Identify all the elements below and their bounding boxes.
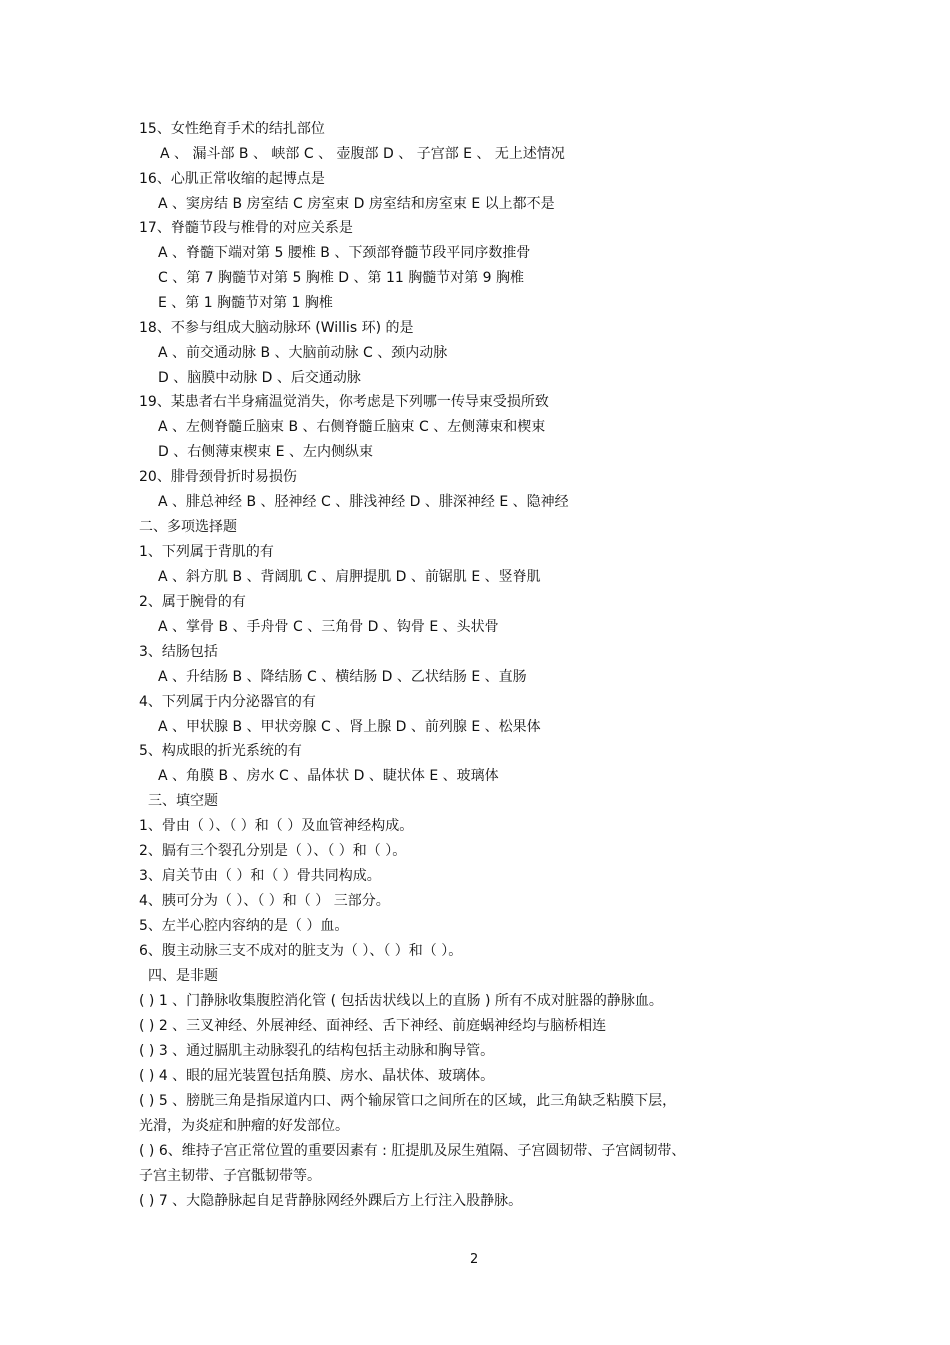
- text-line-q16-options: A 、窦房结 B 房室结 C 房室束 D 房室结和房室束 E 以上都不是: [158, 196, 555, 212]
- text-line-tf3: ( ) 3 、通过膈肌主动脉裂孔的结构包括主动脉和胸导管。: [139, 1043, 495, 1059]
- text-line-q20: 20、腓骨颈骨折时易损伤: [139, 469, 297, 485]
- text-line-q17: 17、脊髓节段与椎骨的对应关系是: [139, 220, 353, 236]
- text-line-q16: 16、心肌正常收缩的起博点是: [139, 171, 325, 187]
- text-line-tf6-cont: 子宫主韧带、子宫骶韧带等。: [139, 1168, 321, 1184]
- text-line-fill6: 6、腹主动脉三支不成对的脏支为（ ）、（ ）和（ ）。: [139, 943, 463, 959]
- text-line-mc1: 1、下列属于背肌的有: [139, 544, 274, 560]
- text-line-tf2: ( ) 2 、三叉神经、外展神经、面神经、舌下神经、前庭蜗神经均与脑桥相连: [139, 1018, 607, 1034]
- text-line-q20-options: A 、腓总神经 B 、胫神经 C 、腓浅神经 D 、腓深神经 E 、隐神经: [158, 494, 569, 510]
- text-line-q17-options-a: A 、脊髓下端对第 5 腰椎 B 、下颈部脊髓节段平同序数推骨: [158, 245, 531, 261]
- section-heading-true-false: 四、是非题: [148, 968, 218, 984]
- section-heading-multiple-choice: 二、多项选择题: [139, 519, 237, 535]
- text-line-mc3-options: A 、升结肠 B 、降结肠 C 、横结肠 D 、乙状结肠 E 、直肠: [158, 669, 527, 685]
- text-line-q15: 15、女性绝育手术的结扎部位: [139, 121, 325, 137]
- text-line-tf5-cont: 光滑，为炎症和肿瘤的好发部位。: [139, 1118, 349, 1134]
- text-line-fill5: 5、左半心腔内容纳的是（ ）血。: [139, 918, 349, 934]
- text-line-q19-options-a: A 、左侧脊髓丘脑束 B 、右侧脊髓丘脑束 C 、左侧薄束和楔束: [158, 419, 546, 435]
- text-line-tf5: ( ) 5 、膀胱三角是指尿道内口、两个输尿管口之间所在的区域，此三角缺乏粘膜下层，: [139, 1093, 677, 1109]
- section-heading-fill-in: 三、填空题: [148, 793, 218, 809]
- text-line-mc1-options: A 、斜方肌 B 、背阔肌 C 、肩胛提肌 D 、前锯肌 E 、竖脊肌: [158, 569, 541, 585]
- text-line-tf7: ( ) 7 、大隐静脉起自足背静脉网经外踝后方上行注入股静脉。: [139, 1193, 523, 1209]
- text-line-q18-options-d: D 、脑膜中动脉 D 、后交通动脉: [158, 370, 361, 386]
- text-line-mc2: 2、属于腕骨的有: [139, 594, 246, 610]
- text-line-mc2-options: A 、掌骨 B 、手舟骨 C 、三角骨 D 、钩骨 E 、头状骨: [158, 619, 499, 635]
- text-line-mc3: 3、结肠包括: [139, 644, 218, 660]
- text-line-fill4: 4、胰可分为（ ）、（ ）和（ ） 三部分。: [139, 893, 390, 909]
- text-line-mc4-options: A 、甲状腺 B 、甲状旁腺 C 、肾上腺 D 、前列腺 E 、松果体: [158, 719, 541, 735]
- text-line-q17-options-e: E 、第 1 胸髓节对第 1 胸椎: [158, 295, 333, 311]
- text-line-mc4: 4、下列属于内分泌器官的有: [139, 694, 316, 710]
- text-line-tf6: ( ) 6、维持子宫正常位置的重要因素有 : 肛提肌及尿生殖隔、子宫圆韧带、子宫阔韧带、: [139, 1143, 686, 1159]
- text-line-q19-options-d: D 、右侧薄束楔束 E 、左内侧纵束: [158, 444, 373, 460]
- page-number: 2: [470, 1252, 479, 1267]
- text-line-fill2: 2、膈有三个裂孔分别是（ ）、（ ）和（ ）。: [139, 843, 407, 859]
- text-line-q18: 18、不参与组成大脑动脉环 (Willis 环) 的是: [139, 320, 414, 336]
- text-line-mc5-options: A 、角膜 B 、房水 C 、晶体状 D 、睫状体 E 、玻璃体: [158, 768, 499, 784]
- text-line-q15-options: A 、 漏斗部 B 、 峡部 C 、 壶腹部 D 、 子宫部 E 、 无上述情况: [160, 146, 565, 162]
- text-line-mc5: 5、构成眼的折光系统的有: [139, 743, 302, 759]
- text-line-fill1: 1、骨由（ ）、（ ）和（ ）及血管神经构成。: [139, 818, 414, 834]
- text-line-q17-options-c: C 、第 7 胸髓节对第 5 胸椎 D 、第 11 胸髓节对第 9 胸椎: [158, 270, 525, 286]
- text-line-tf1: ( ) 1 、门静脉收集腹腔消化管 ( 包括齿状线以上的直肠 ) 所有不成对脏器的静脉血。: [139, 993, 663, 1009]
- text-line-q19: 19、某患者右半身痛温觉消失，你考虑是下列哪一传导束受损所致: [139, 394, 549, 410]
- text-line-q18-options-a: A 、前交通动脉 B 、大脑前动脉 C 、颈内动脉: [158, 345, 448, 361]
- text-line-fill3: 3、肩关节由（ ）和（ ）骨共同构成。: [139, 868, 381, 884]
- text-line-tf4: ( ) 4 、眼的屈光装置包括角膜、房水、晶状体、玻璃体。: [139, 1068, 495, 1084]
